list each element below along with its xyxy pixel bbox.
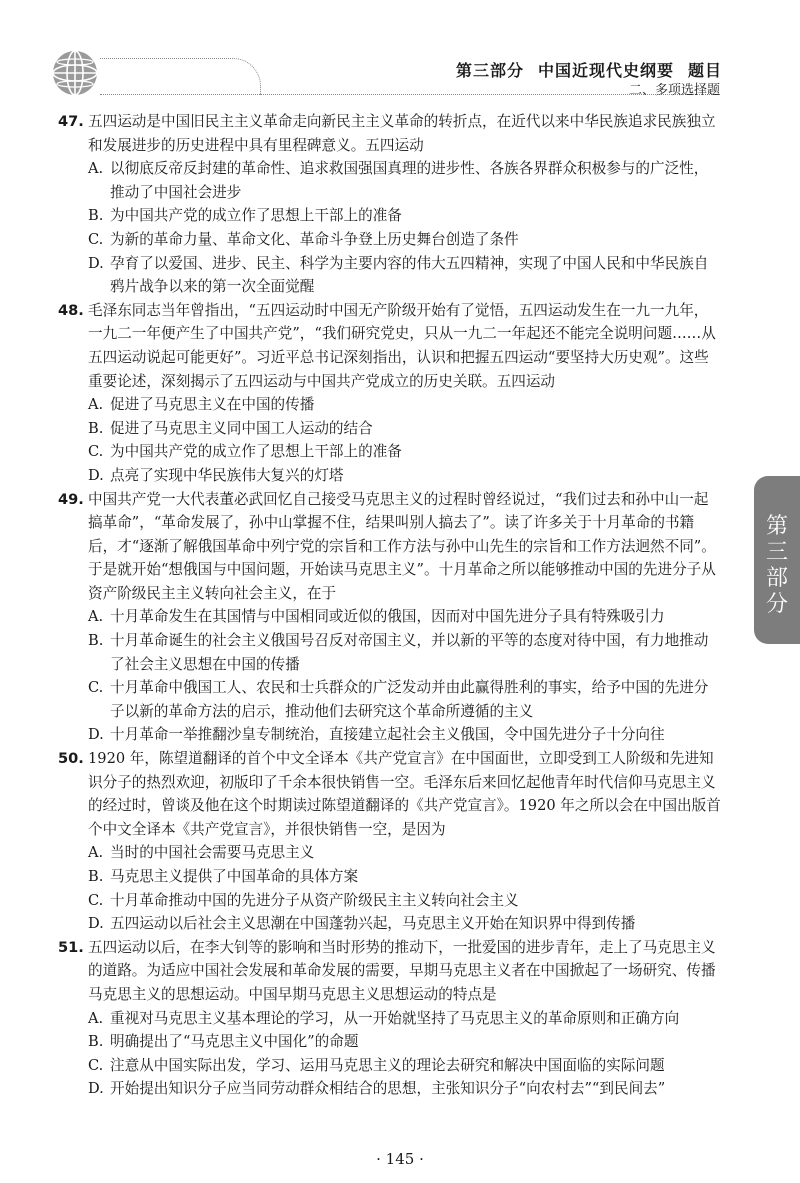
question-stem: 毛泽东同志当年曾指出，“五四运动时中国无产阶级开始有了觉悟，五四运动发生在一九一九年，一九二一年便产生了中国共产党”，“我们研究党史，只从一九二一年起还不能完全说明问题……从五四运动说起可能更好”。习近平总书记深刻指出，认识和把握五四运动“要坚持大历史观”。这些重要论述，深刻揭示了五四运动与中国共产党成立的历史关联。五四运动	[88, 301, 716, 390]
option-b: B. 明确提出了“马克思主义中国化”的命题	[88, 1033, 359, 1051]
page-header	[0, 0, 800, 100]
option-c: C. 十月革命中俄国工人、农民和士兵群众的广泛发动并由此赢得胜利的事实，给予中国的先进分子以新的革命方法的启示，推动他们去研究这个革命所遵循的主义	[88, 679, 709, 720]
option-d: D. 十月革命一举推翻沙皇专制统治，直接建立起社会主义俄国，令中国先进分子十分向往	[88, 726, 665, 744]
side-tab-label: 第三部分	[765, 514, 788, 617]
option-c: C. 十月革命推动中国的先进分子从资产阶级民主主义转向社会主义	[88, 891, 519, 909]
header-course: 中国近现代史纲要	[537, 61, 674, 80]
section-side-tab	[754, 476, 800, 644]
question-number: 51.	[58, 938, 84, 956]
option-b: B. 马克思主义提供了中国革命的具体方案	[88, 868, 359, 885]
globe-icon	[50, 48, 100, 98]
header-section: 题目	[687, 61, 722, 80]
header-subsection: 二、多项选择题	[628, 83, 720, 98]
question-stem: 中国共产党一大代表董必武回忆自己接受马克思主义的过程时曾经说过，“我们过去和孙中山一起搞革命”，“革命发展了，孙中山掌握不住，结果叫别人搞去了”。读了许多关于十月革命的书籍后，才“逐渐了解俄国革命中列宁党的宗旨和工作方法与孙中山先生的宗旨和工作方法迥然不同”。于是就开始“想俄国与中国问题，开始读马克思主义”。十月革命之所以能够推动中国的先进分子从资产阶级民主主义转向社会主义，在于	[88, 490, 716, 602]
option-a: A. 促进了马克思主义在中国的传播	[88, 396, 315, 414]
option-a: A. 十月革命发生在其国情与中国相同或近似的俄国，因而对中国先进分子具有特殊吸引力	[88, 608, 665, 626]
option-c: C. 为中国共产党的成立作了思想上干部上的准备	[88, 443, 402, 461]
option-b: B. 十月革命诞生的社会主义俄国号召反对帝国主义，并以新的平等的态度对待中国，有力地推动了社会主义思想在中国的传播	[88, 632, 709, 673]
question-49	[58, 488, 722, 748]
option-d: D. 五四运动以后社会主义思潮在中国蓬勃兴起，马克思主义开始在知识界中得到传播	[88, 915, 636, 933]
header-part: 第三部分	[455, 61, 524, 80]
question-48	[58, 299, 722, 488]
option-d: D. 开始提出知识分子应当同劳动群众相结合的思想，主张知识分子“向农村去”“到民间去”	[88, 1080, 666, 1098]
question-50	[58, 747, 722, 936]
question-list	[58, 110, 722, 1101]
option-a: A. 当时的中国社会需要马克思主义	[88, 844, 315, 862]
option-d: D. 孕育了以爱国、进步、民主、科学为主要内容的伟大五四精神，实现了中国人民和中华民族自鸦片战争以来的第一次全面觉醒	[88, 254, 709, 296]
option-c: C. 为新的革命力量、革命文化、革命斗争登上历史舞台创造了条件	[88, 230, 519, 248]
option-c: C. 注意从中国实际出发，学习、运用马克思主义的理论去研究和解决中国面临的实际问题	[88, 1056, 665, 1074]
question-number: 49.	[58, 490, 84, 508]
question-number: 48.	[58, 301, 84, 319]
option-b: B. 促进了马克思主义同中国工人运动的结合	[88, 419, 373, 437]
question-47	[58, 110, 722, 299]
option-a: A. 重视对马克思主义基本理论的学习，从一开始就坚持了马克思主义的革命原则和正确方向	[88, 1009, 680, 1027]
option-a: A. 以彻底反帝反封建的革命性、追求救国强国真理的进步性、各族各界群众积极参与的广泛性，推动了中国社会进步	[88, 160, 709, 201]
question-number: 47.	[58, 113, 84, 130]
question-stem: 五四运动是中国旧民主主义革命走向新民主主义革命的转折点，在近代以来中华民族追求民族独立和发展进步的历史进程中具有里程碑意义。五四运动	[88, 113, 716, 154]
option-d: D. 点亮了实现中华民族伟大复兴的灯塔	[88, 466, 344, 484]
option-b: B. 为中国共产党的成立作了思想上干部上的准备	[88, 207, 402, 225]
question-stem: 1920 年，陈望道翻译的首个中文全译本《共产党宣言》在中国面世，立即受到工人阶级和先进知识分子的热烈欢迎，初版印了千余本很快销售一空。毛泽东后来回忆起他青年时代信仰马克思主义的经过时，曾谈及他在这个时期读过陈望道翻译的《共产党宣言》。1920 年之所以会在中国出版首个中文全译本《共产党宣言》，并很快销售一空，是因为	[88, 750, 721, 838]
page-number: · 145 ·	[376, 1150, 424, 1168]
question-number: 50.	[58, 750, 84, 768]
question-51	[58, 936, 722, 1101]
header-title	[456, 58, 722, 81]
question-stem: 五四运动以后，在李大钊等的影响和当时形势的推动下，一批爱国的进步青年，走上了马克思主义的道路。为适应中国社会发展和革命发展的需要，早期马克思主义者在中国掀起了一场研究、传播马克思主义的思想运动。中国早期马克思主义思想运动的特点是	[88, 938, 716, 1003]
header-rule	[100, 94, 720, 95]
header-decoration	[100, 58, 261, 95]
